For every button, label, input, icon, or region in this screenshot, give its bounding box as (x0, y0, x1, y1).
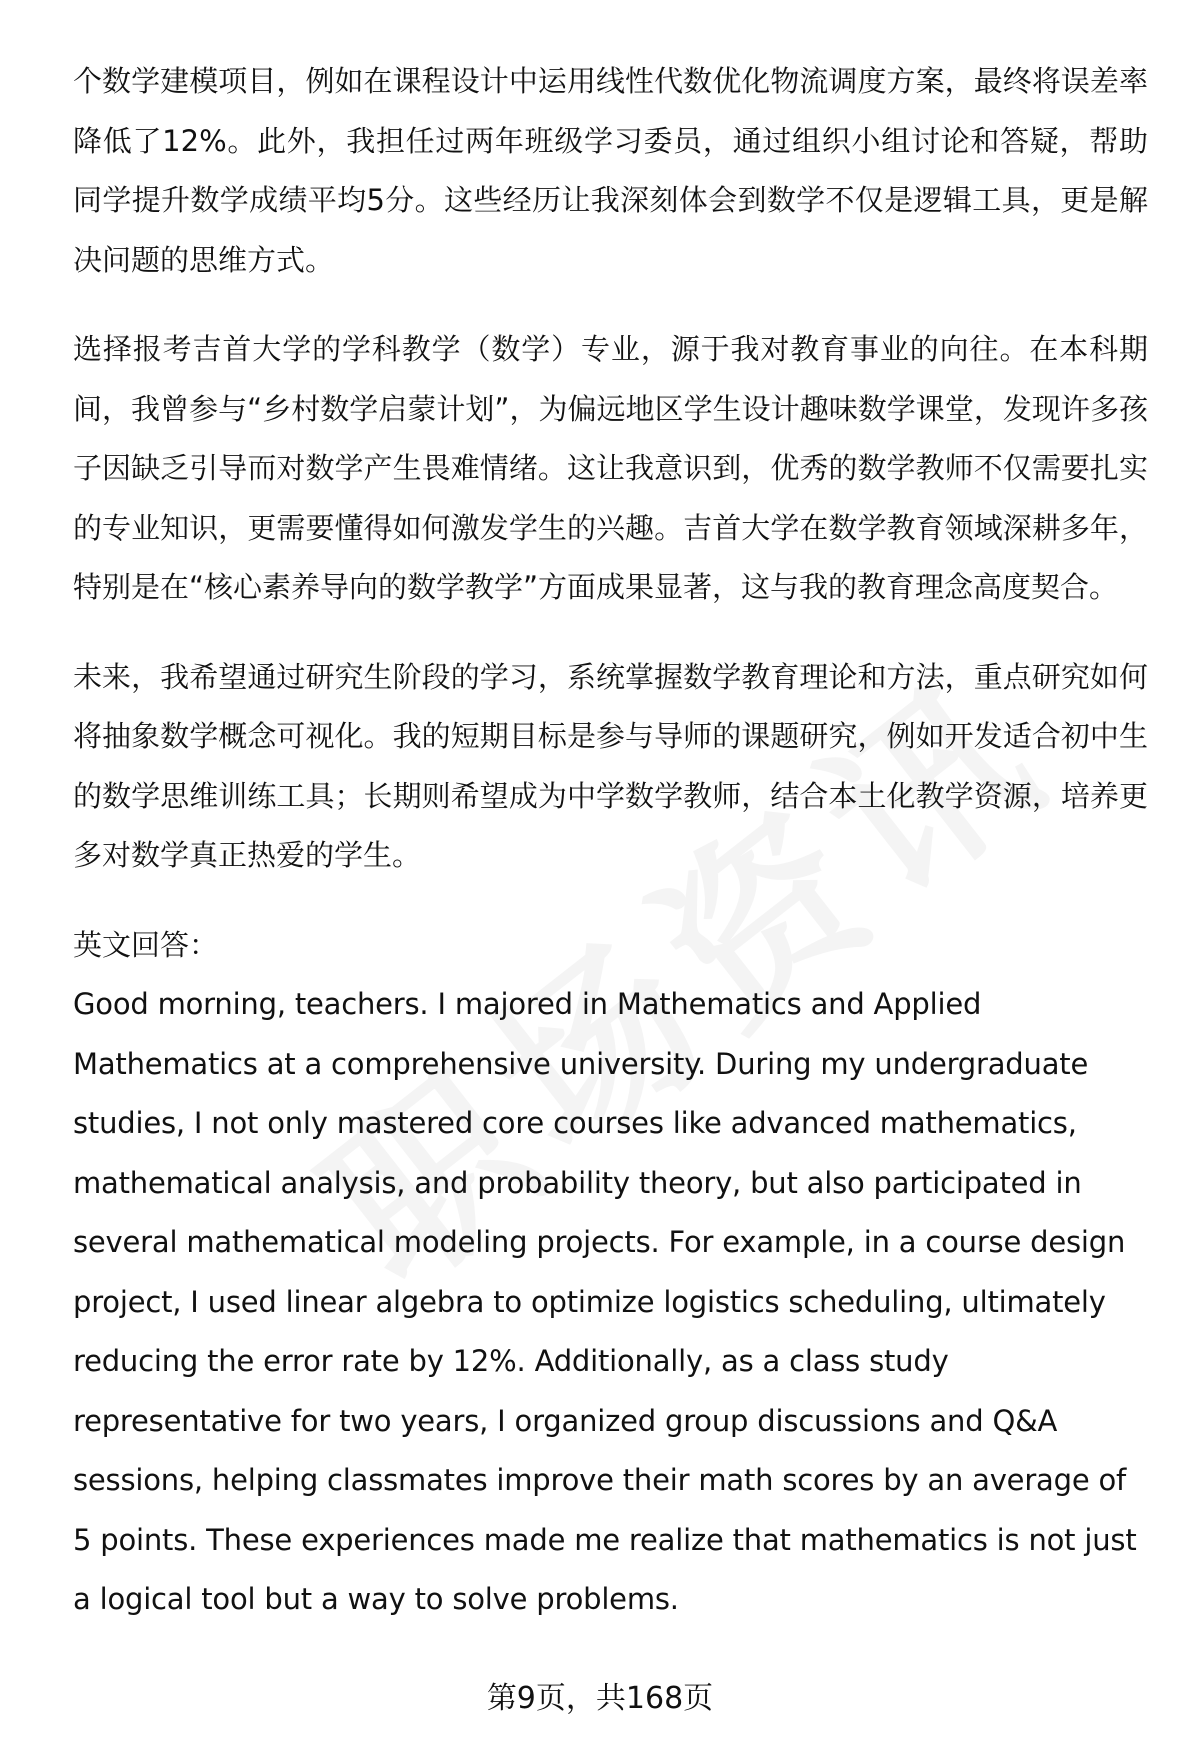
paragraph-future-plan: 未来，我希望通过研究生阶段的学习，系统掌握数学教育理论和方法，重点研究如何将抽象数学概念可视化。我的短期目标是参与导师的课题研究，例如开发适合初中生的数学思维训练工具；长期则希望成为中学数学教师，结合本土化教学资源，培养更多对数学真正热爱的学生。 (73, 659, 1148, 872)
page-content (73, 52, 1148, 1630)
english-answer-label: 英文回答： (73, 927, 219, 962)
english-answer-text: Good morning, teachers. I majored in Mathematics and Applied Mathematics at a comprehensive university. During my undergraduate studies, I not only mastered core courses like advanced mathematics, mathematical analysis, and probability theory, but also participated in several mathematical modeling projects. For example, in a course design project, I used linear algebra to optimize logistics scheduling, ultimately reducing the error rate by 12%. Additionally, as a class study representative for two years, I organized group discussions and Q&A sessions, helping classmates improve their math scores by an average of 5 points. These experiences made me realize that mathematics is not just a logical tool but a way to solve problems. (73, 987, 1137, 1616)
paragraph-application-reason: 选择报考吉首大学的学科教学（数学）专业，源于我对教育事业的向往。在本科期间，我曾参与“乡村数学启蒙计划”，为偏远地区学生设计趣味数学课堂，发现许多孩子因缺乏引导而对数学产生畏难情绪。这让我意识到，优秀的数学教师不仅需要扎实的专业知识，更需要懂得如何激发学生的兴趣。吉首大学在数学教育领域深耕多年，特别是在“核心素养导向的数学教学”方面成果显著，这与我的教育理念高度契合。 (73, 332, 1148, 604)
page-number-footer: 第9页，共168页 (486, 1681, 714, 1716)
paragraph-modeling-experience: 个数学建模项目，例如在课程设计中运用线性代数优化物流调度方案，最终将误差率降低了12%。此外，我担任过两年班级学习委员，通过组织小组讨论和答疑，帮助同学提升数学成绩平均5分。这些经历让我深刻体会到数学不仅是逻辑工具，更是解决问题的思维方式。 (73, 64, 1148, 277)
